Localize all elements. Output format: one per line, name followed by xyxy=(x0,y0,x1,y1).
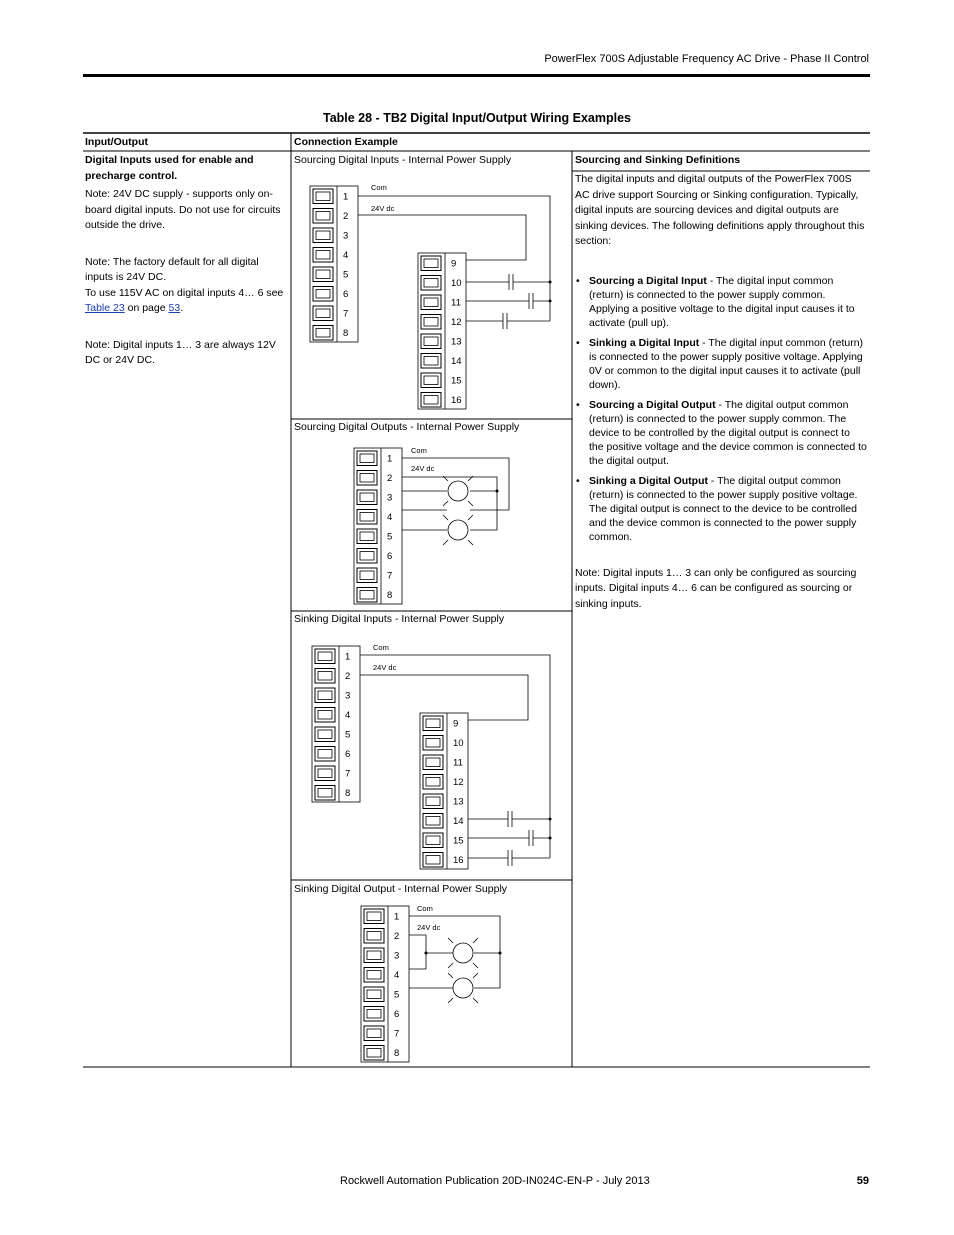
definition-text: - The digital input common (return) is connected to the power supply positive voltage. Applying 0V or common to the digital input causes it to activate (pull down). xyxy=(589,336,864,391)
col-header-connection-example: Connection Example xyxy=(294,136,398,148)
page-number: 59 xyxy=(856,1175,869,1187)
terminal-number: 10 xyxy=(453,737,464,749)
terminal-number: 3 xyxy=(345,690,351,702)
terminal-number: 1 xyxy=(387,453,393,465)
terminal-number: 2 xyxy=(394,930,400,942)
list-item xyxy=(589,336,867,392)
left-note-inputs-1-3: Note: Digital inputs 1… 3 are always 12V DC or 24V DC. xyxy=(85,338,276,366)
terminal-number: 7 xyxy=(394,1028,400,1040)
definition-term: Sourcing a Digital Input xyxy=(589,274,707,287)
com-label: Com xyxy=(373,643,389,652)
terminal-number: 4 xyxy=(345,709,351,721)
definitions-intro: The digital inputs and digital outputs of the PowerFlex 700S AC drive support Sourcing or Sinking configuration. Typically, digital inputs are sourcing devices and digital outputs are sinking devices. The following definitions apply throughout this section: xyxy=(575,173,865,247)
supply-label: 24V dc xyxy=(417,923,441,932)
terminal-number: 10 xyxy=(451,277,462,289)
terminal-number: 14 xyxy=(451,355,462,367)
terminal-number: 11 xyxy=(451,297,461,309)
terminal-number: 3 xyxy=(394,950,400,962)
terminal-number: 8 xyxy=(343,327,349,339)
left-heading: Digital Inputs used for enable and precharge control. xyxy=(85,154,254,182)
list-item xyxy=(589,474,867,544)
terminal-block xyxy=(361,906,409,1062)
terminal-number: 1 xyxy=(345,651,351,663)
running-header: PowerFlex 700S Adjustable Frequency AC Drive - Phase II Control xyxy=(544,53,869,65)
definition-text: - The digital input common (return) is connected to the power supply common. Applying a positive voltage to the digital input causes it to activate (pull up). xyxy=(589,274,855,329)
terminal-number: 13 xyxy=(453,796,464,808)
definition-text: - The digital output common (return) is connected to the power supply positive voltage. The digital output is connect to the device to be controlled and the device common is connected to the power supply common. xyxy=(589,474,858,543)
terminal-number: 11 xyxy=(453,757,463,769)
terminal-number: 8 xyxy=(387,589,393,601)
col-header-input-output: Input/Output xyxy=(85,136,148,148)
terminal-number: 3 xyxy=(343,230,349,242)
page-53-link[interactable]: 53 xyxy=(168,302,181,314)
diagram-sinking-output-title: Sinking Digital Output - Internal Power Supply xyxy=(294,883,508,895)
terminal-number: 9 xyxy=(451,258,457,270)
terminal-number: 4 xyxy=(343,249,349,261)
list-item xyxy=(589,274,867,330)
com-label: Com xyxy=(417,904,433,913)
terminal-number: 6 xyxy=(343,288,349,300)
definitions-note: Note: Digital inputs 1… 3 can only be configured as sourcing inputs. Digital inputs 4… 6 can be configured as sourcing or sinking inputs. xyxy=(575,566,857,610)
definition-text: - The digital output common (return) is connected to the power supply common. The device to be controlled by the digital output is connect to the positive voltage and the device common is connected to the digital output. xyxy=(589,398,867,467)
terminal-number: 6 xyxy=(345,748,351,760)
terminal-number: 7 xyxy=(343,308,349,320)
terminal-number: 9 xyxy=(453,718,459,730)
terminal-number: 12 xyxy=(453,776,464,788)
left-note-115v-text: To use 115V AC on digital inputs 4… 6 see xyxy=(85,286,284,299)
terminal-number: 2 xyxy=(387,472,393,484)
terminal-number: 15 xyxy=(453,835,464,847)
com-label: Com xyxy=(371,183,387,192)
footer-publication: Rockwell Automation Publication 20D-IN024C-EN-P - July 2013 xyxy=(340,1175,650,1187)
definition-term: Sinking a Digital Output xyxy=(589,474,708,487)
supply-label: 24V dc xyxy=(411,464,435,473)
terminal-number: 16 xyxy=(453,854,464,866)
terminal-number: 5 xyxy=(387,531,393,543)
terminal-number: 2 xyxy=(345,670,351,682)
terminal-number: 1 xyxy=(343,191,349,203)
terminal-number: 12 xyxy=(451,316,462,328)
terminal-number: 16 xyxy=(451,394,462,406)
terminal-number: 3 xyxy=(387,492,393,504)
supply-label: 24V dc xyxy=(373,663,397,672)
definitions-body xyxy=(575,172,867,612)
terminal-number: 1 xyxy=(394,911,400,923)
definition-term: Sourcing a Digital Output xyxy=(589,398,716,411)
terminal-number: 7 xyxy=(387,570,393,582)
left-note-115v-mid: on page xyxy=(124,302,169,314)
table-title: Table 28 - TB2 Digital Input/Output Wiring Examples xyxy=(322,111,631,125)
left-note-supply: Note: 24V DC supply - supports only on-board digital inputs. Do not use for circuits outside the drive. xyxy=(85,188,281,231)
terminal-number: 8 xyxy=(345,787,351,799)
terminal-number: 2 xyxy=(343,210,349,222)
left-note-default: Note: The factory default for all digital inputs is 24V DC. xyxy=(85,255,259,283)
definition-term: Sinking a Digital Input xyxy=(589,336,700,349)
terminal-number: 6 xyxy=(387,550,393,562)
terminal-number: 13 xyxy=(451,336,462,348)
terminal-number: 6 xyxy=(394,1008,400,1020)
terminal-number: 4 xyxy=(394,969,400,981)
terminal-number: 5 xyxy=(394,989,400,1001)
com-label: Com xyxy=(411,446,427,455)
terminal-number: 8 xyxy=(394,1047,400,1059)
terminal-number: 5 xyxy=(345,729,351,741)
diagram-sourcing-inputs-title: Sourcing Digital Inputs - Internal Power Supply xyxy=(294,154,512,166)
terminal-number: 5 xyxy=(343,269,349,281)
terminal-number: 14 xyxy=(453,815,464,827)
supply-label: 24V dc xyxy=(371,204,395,213)
list-item xyxy=(589,398,867,468)
terminal-number: 4 xyxy=(387,511,393,523)
left-note-115v-end: . xyxy=(180,302,184,314)
definitions-heading: Sourcing and Sinking Definitions xyxy=(575,154,741,166)
definitions-list xyxy=(575,274,867,544)
terminal-number: 15 xyxy=(451,375,462,387)
diagram-sinking-inputs-title: Sinking Digital Inputs - Internal Power Supply xyxy=(294,613,505,625)
diagram-sourcing-outputs-title: Sourcing Digital Outputs - Internal Power Supply xyxy=(294,421,520,433)
terminal-number: 7 xyxy=(345,768,351,780)
table-23-link[interactable]: Table 23 xyxy=(85,302,125,314)
